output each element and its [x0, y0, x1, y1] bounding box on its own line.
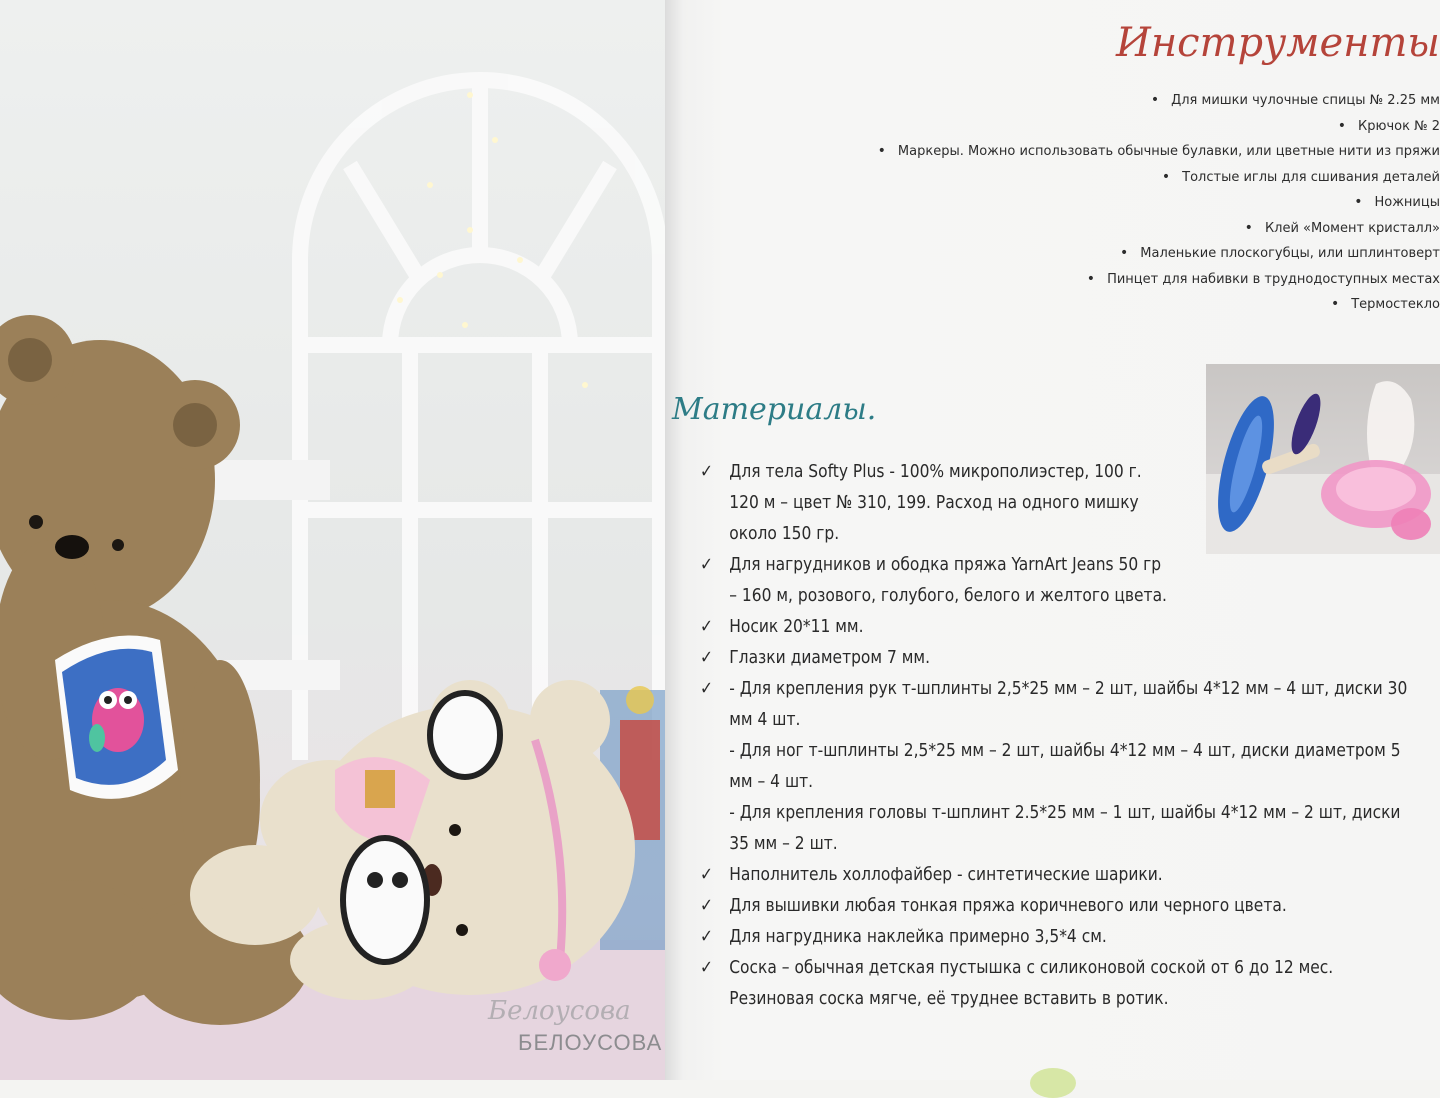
materials-heading: Материалы. [672, 392, 877, 427]
materials-line: мм 4 шт. [729, 709, 801, 730]
materials-item [700, 952, 1336, 1014]
materials-item [700, 642, 1336, 673]
tools-item: • Термостекло [878, 292, 1440, 318]
page-decoration [1030, 1068, 1076, 1098]
tools-item: • Для мишки чулочные спицы № 2.25 мм [878, 88, 1440, 114]
materials-line: Носик 20*11 мм. [729, 616, 864, 637]
tools-item: • Пинцет для набивки в труднодоступных местах [878, 267, 1440, 293]
checkmark-icon: ✓ [700, 678, 713, 699]
materials-line: 35 мм – 2 шт. [729, 833, 838, 854]
tools-item: • Ножницы [878, 190, 1440, 216]
checkmark-icon: ✓ [700, 926, 713, 947]
watermark-signature: Белоусова [488, 996, 631, 1026]
materials-line: 120 м – цвет № 310, 199. Расход на одного мишку [729, 492, 1139, 513]
materials-item [700, 549, 1336, 611]
materials-line: Для тела Softy Plus - 100% микрополиэстер, 100 г. [729, 461, 1142, 482]
materials-list [700, 456, 1408, 1014]
materials-line: - Для крепления рук т-шплинты 2,5*25 мм – 2 шт, шайбы 4*12 мм – 4 шт, диски 30 [729, 678, 1408, 699]
tools-heading: Инструменты [1115, 20, 1440, 66]
checkmark-icon: ✓ [700, 647, 713, 668]
materials-line: Глазки диаметром 7 мм. [729, 647, 931, 668]
materials-line: – 160 м, розового, голубого, белого и желтого цвета. [729, 585, 1167, 606]
materials-item [700, 611, 1336, 642]
materials-line: Для вышивки любая тонкая пряжа коричневого или черного цвета. [729, 895, 1287, 916]
checkmark-icon: ✓ [700, 957, 713, 978]
tools-item: • Маркеры. Можно использовать обычные булавки, или цветные нити из пряжи [878, 139, 1440, 165]
materials-item [700, 456, 1336, 549]
checkmark-icon: ✓ [700, 616, 713, 637]
materials-line: Наполнитель холлофайбер - синтетические шарики. [729, 864, 1163, 885]
materials-line: - Для ног т-шплинты 2,5*25 мм – 2 шт, шайбы 4*12 мм – 4 шт, диски диаметром 5 [729, 740, 1401, 761]
checkmark-icon: ✓ [700, 461, 713, 482]
materials-item [700, 673, 1408, 735]
materials-line: Соска – обычная детская пустышка с силиконовой соской от 6 до 12 мес. [729, 957, 1334, 978]
teddy-bears-photo [0, 0, 665, 1080]
materials-line: Резиновая соска мягче, её труднее вставить в ротик. [729, 988, 1169, 1009]
watermark: БЕЛОУСОВА [518, 1030, 663, 1055]
materials-item [700, 890, 1336, 921]
materials-line: около 150 гр. [729, 523, 840, 544]
tools-item: • Крючок № 2 [878, 114, 1440, 140]
tools-list [878, 88, 1440, 318]
tools-item: • Клей «Момент кристалл» [878, 216, 1440, 242]
materials-item [700, 797, 1401, 859]
checkmark-icon: ✓ [700, 864, 713, 885]
materials-item [700, 921, 1336, 952]
checkmark-icon: ✓ [700, 554, 713, 575]
teddy-bears-illustration [0, 0, 665, 1080]
tools-item: • Маленькие плоскогубцы, или шплинтоверт [878, 241, 1440, 267]
materials-item [700, 735, 1401, 797]
materials-line: Для нагрудников и ободка пряжа YarnArt Jeans 50 гр [729, 554, 1162, 575]
materials-line: мм – 4 шт. [729, 771, 814, 792]
checkmark-icon: ✓ [700, 895, 713, 916]
materials-item [700, 859, 1336, 890]
materials-line: Для нагрудника наклейка примерно 3,5*4 см. [729, 926, 1107, 947]
materials-line: - Для крепления головы т-шплинт 2.5*25 мм – 1 шт, шайбы 4*12 мм – 2 шт, диски [729, 802, 1401, 823]
tools-item: • Толстые иглы для сшивания деталей [878, 165, 1440, 191]
